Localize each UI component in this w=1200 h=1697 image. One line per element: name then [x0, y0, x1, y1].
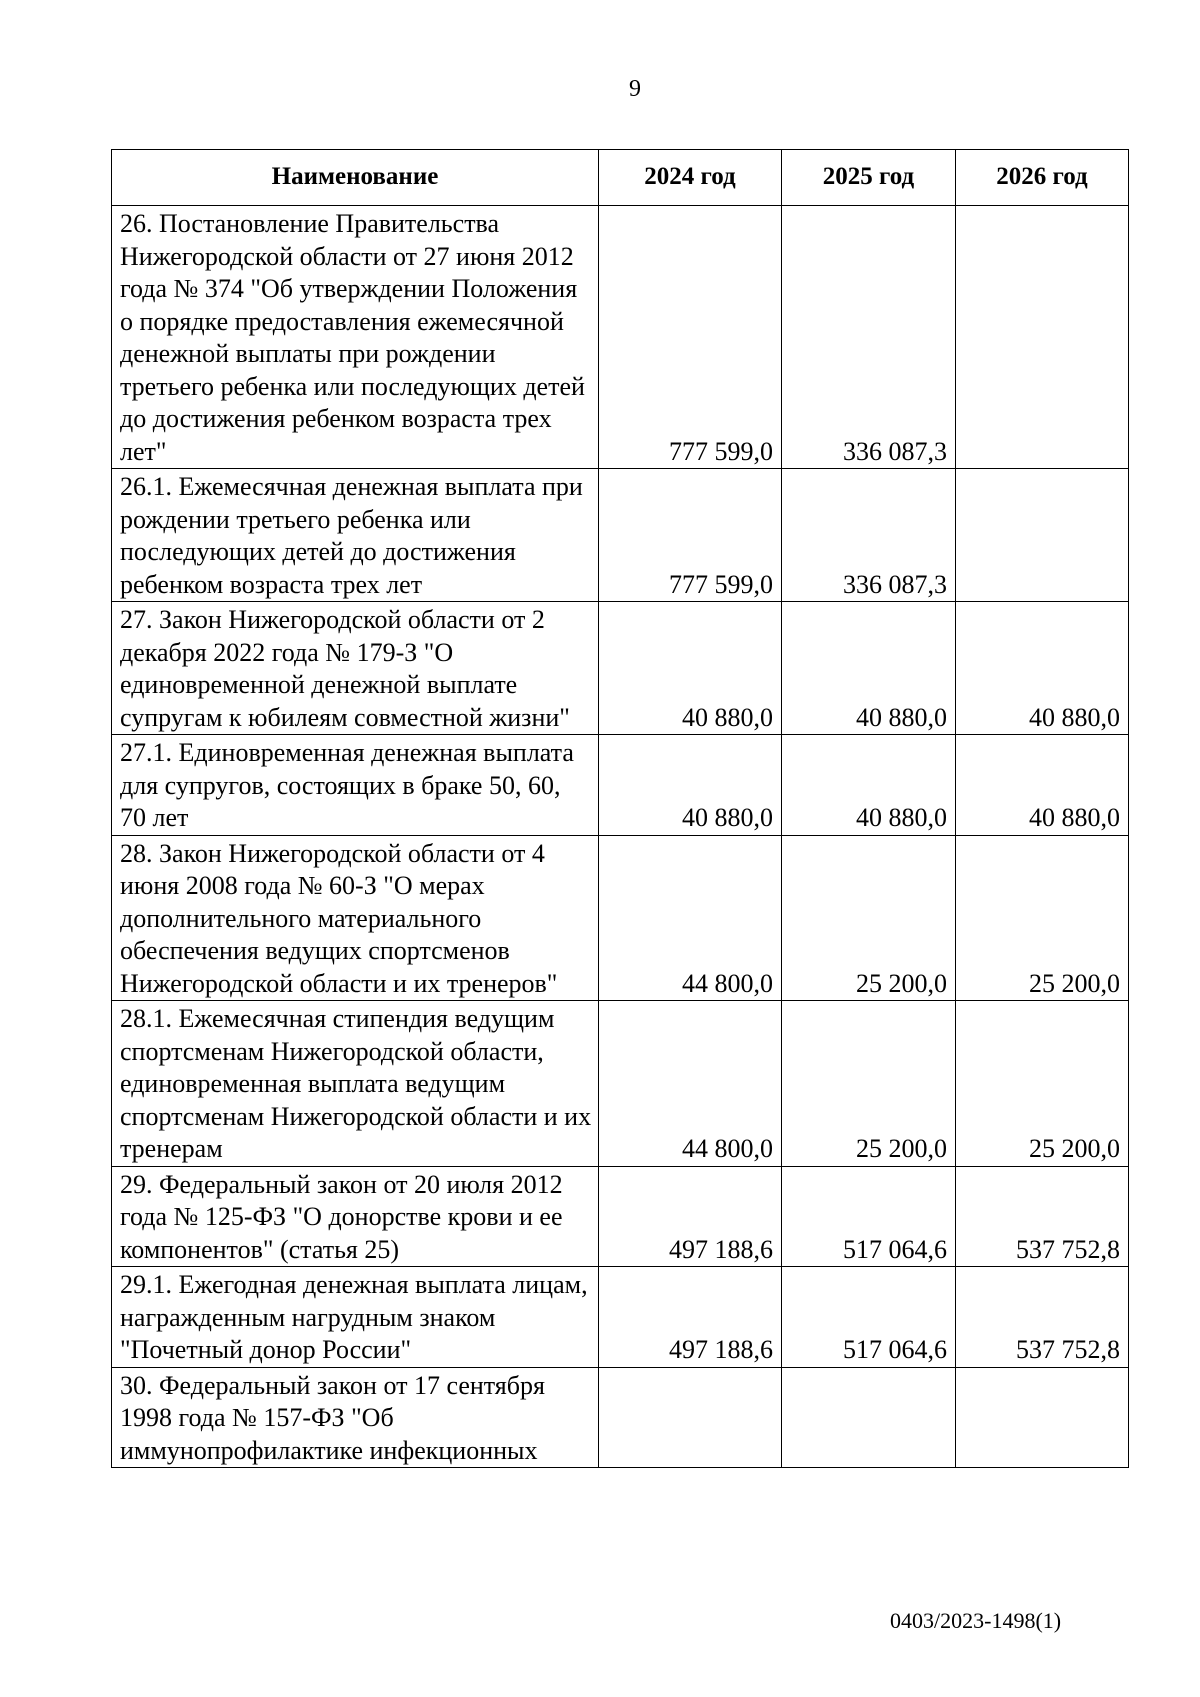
value-2025: 40 880,0	[782, 735, 956, 836]
row-name: 26. Постановление Правительства Нижегородской области от 27 июня 2012 года № 374 "Об утверждении Положения о порядке предоставления ежемесячной денежной выплаты при рождении третьего ребенка или последующих детей до достижения ребенком возраста трех лет"	[112, 206, 599, 469]
value-2025: 336 087,3	[782, 206, 956, 469]
header-2025: 2025 год	[782, 150, 956, 206]
budget-table	[111, 149, 1129, 1468]
table-row	[112, 1367, 1129, 1468]
table-row	[112, 1166, 1129, 1267]
table-row	[112, 835, 1129, 1001]
value-2025: 517 064,6	[782, 1267, 956, 1368]
header-name: Наименование	[112, 150, 599, 206]
value-2025: 25 200,0	[782, 1001, 956, 1167]
table-row	[112, 602, 1129, 735]
value-2024	[599, 1367, 782, 1468]
value-2026: 537 752,8	[956, 1267, 1129, 1368]
value-2026	[956, 469, 1129, 602]
value-2026	[956, 206, 1129, 469]
row-name: 27. Закон Нижегородской области от 2 декабря 2022 года № 179-З "О единовременной денежной выплате супругам к юбилеям совместной жизни"	[112, 602, 599, 735]
value-2026	[956, 1367, 1129, 1468]
value-2024: 497 188,6	[599, 1267, 782, 1368]
row-name: 29.1. Ежегодная денежная выплата лицам, награжденным нагрудным знаком "Почетный донор России"	[112, 1267, 599, 1368]
table-row	[112, 735, 1129, 836]
table-row	[112, 206, 1129, 469]
value-2025: 517 064,6	[782, 1166, 956, 1267]
value-2026: 25 200,0	[956, 1001, 1129, 1167]
table-header-row	[112, 150, 1129, 206]
value-2025	[782, 1367, 956, 1468]
page-number: 9	[629, 76, 641, 102]
table-row	[112, 1001, 1129, 1167]
row-name: 30. Федеральный закон от 17 сентября 1998 года № 157-ФЗ "Об иммунопрофилактике инфекционных	[112, 1367, 599, 1468]
value-2026: 40 880,0	[956, 602, 1129, 735]
row-name: 28. Закон Нижегородской области от 4 июня 2008 года № 60-З "О мерах дополнительного материального обеспечения ведущих спортсменов Нижегородской области и их тренеров"	[112, 835, 599, 1001]
value-2024: 40 880,0	[599, 602, 782, 735]
header-2024: 2024 год	[599, 150, 782, 206]
row-name: 26.1. Ежемесячная денежная выплата при рождении третьего ребенка или последующих детей до достижения ребенком возраста трех лет	[112, 469, 599, 602]
row-name: 28.1. Ежемесячная стипендия ведущим спортсменам Нижегородской области, единовременная выплата ведущим спортсменам Нижегородской области и их тренерам	[112, 1001, 599, 1167]
header-2026: 2026 год	[956, 150, 1129, 206]
value-2026: 40 880,0	[956, 735, 1129, 836]
value-2024: 40 880,0	[599, 735, 782, 836]
value-2025: 40 880,0	[782, 602, 956, 735]
value-2026: 25 200,0	[956, 835, 1129, 1001]
table-row	[112, 469, 1129, 602]
value-2024: 497 188,6	[599, 1166, 782, 1267]
document-code: 0403/2023-1498(1)	[890, 1608, 1062, 1633]
row-name: 29. Федеральный закон от 20 июля 2012 года № 125-ФЗ "О донорстве крови и ее компонентов" (статья 25)	[112, 1166, 599, 1267]
value-2026: 537 752,8	[956, 1166, 1129, 1267]
table-row	[112, 1267, 1129, 1368]
value-2024: 44 800,0	[599, 1001, 782, 1167]
value-2025: 25 200,0	[782, 835, 956, 1001]
value-2024: 777 599,0	[599, 206, 782, 469]
value-2024: 44 800,0	[599, 835, 782, 1001]
value-2025: 336 087,3	[782, 469, 956, 602]
row-name: 27.1. Единовременная денежная выплата для супругов, состоящих в браке 50, 60, 70 лет	[112, 735, 599, 836]
value-2024: 777 599,0	[599, 469, 782, 602]
